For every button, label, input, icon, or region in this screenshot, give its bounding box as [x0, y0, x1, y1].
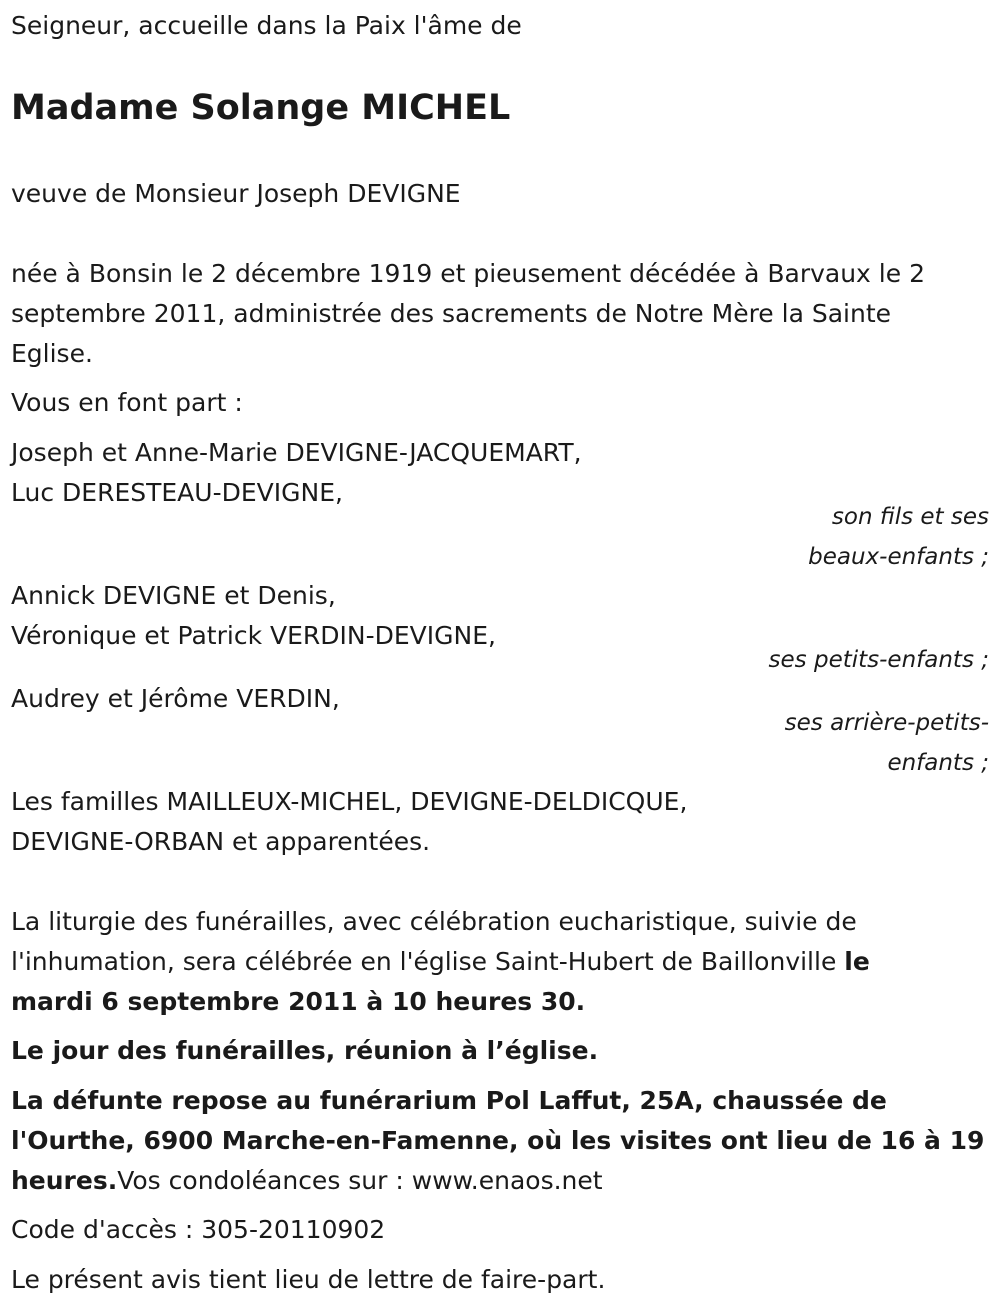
rest-line-2	[11, 1121, 989, 1161]
rest-text: l'Ourthe, 6900 Marche-en-Famenne, où les visites ont lieu de 16 à 19	[11, 1126, 985, 1155]
ceremony-date-start: le	[844, 947, 870, 976]
family-name: Annick DEVIGNE et Denis,	[11, 581, 336, 610]
announce-text: Vous en font part :	[11, 388, 243, 417]
family-role: beaux-enfants ;	[808, 544, 989, 570]
family-role: ses arrière-petits-	[784, 710, 989, 736]
related-families: DEVIGNE-ORBAN et apparentées.	[11, 827, 431, 856]
ceremony-line-1: La liturgie des funérailles, avec célébration eucharistique, suivie de	[11, 907, 857, 936]
footer-text: Le présent avis tient lieu de lettre de faire-part.	[11, 1265, 606, 1294]
widow-text: veuve de Monsieur Joseph DEVIGNE	[11, 179, 461, 208]
deceased-name: Madame Solange MICHEL	[11, 88, 511, 128]
family-name: Audrey et Jérôme VERDIN,	[11, 684, 340, 713]
ceremony-line-3	[11, 982, 989, 1022]
meeting-info	[11, 1031, 989, 1071]
rest-line-1	[11, 1081, 989, 1121]
family-name: Luc DERESTEAU-DEVIGNE,	[11, 478, 343, 507]
family-name: Joseph et Anne-Marie DEVIGNE-JACQUEMART,	[11, 438, 582, 467]
ceremony-location: l'inhumation, sera célébrée en l'église Saint-Hubert de Baillonville	[11, 947, 845, 976]
rest-line-3	[11, 1161, 989, 1201]
access-code: Code d'accès : 305-20110902	[11, 1215, 386, 1244]
family-name: Véronique et Patrick VERDIN-DEVIGNE,	[11, 621, 496, 650]
intro-text: Seigneur, accueille dans la Paix l'âme de	[11, 11, 522, 40]
family-role: enfants ;	[887, 750, 989, 776]
ceremony-date: mardi 6 septembre 2011 à 10 heures 30.	[11, 987, 586, 1016]
rest-text: La défunte repose au funérarium Pol Laffut, 25A, chaussée de	[11, 1086, 887, 1115]
related-families: Les familles MAILLEUX-MICHEL, DEVIGNE-DELDICQUE,	[11, 787, 688, 816]
ceremony-line-2	[11, 942, 989, 982]
birth-death-line-1: née à Bonsin le 2 décembre 1919 et pieusement décédée à Barvaux le 2	[11, 259, 925, 288]
birth-death-line-3: Eglise.	[11, 339, 93, 368]
birth-death-line-2: septembre 2011, administrée des sacrements de Notre Mère la Sainte	[11, 299, 892, 328]
rest-text: heures.	[11, 1166, 118, 1195]
condolences-link-text: Vos condoléances sur : www.enaos.net	[117, 1166, 603, 1195]
family-role: son fils et ses	[831, 504, 989, 530]
family-role: ses petits-enfants ;	[768, 647, 989, 673]
meeting-text: Le jour des funérailles, réunion à l’église.	[11, 1036, 599, 1065]
